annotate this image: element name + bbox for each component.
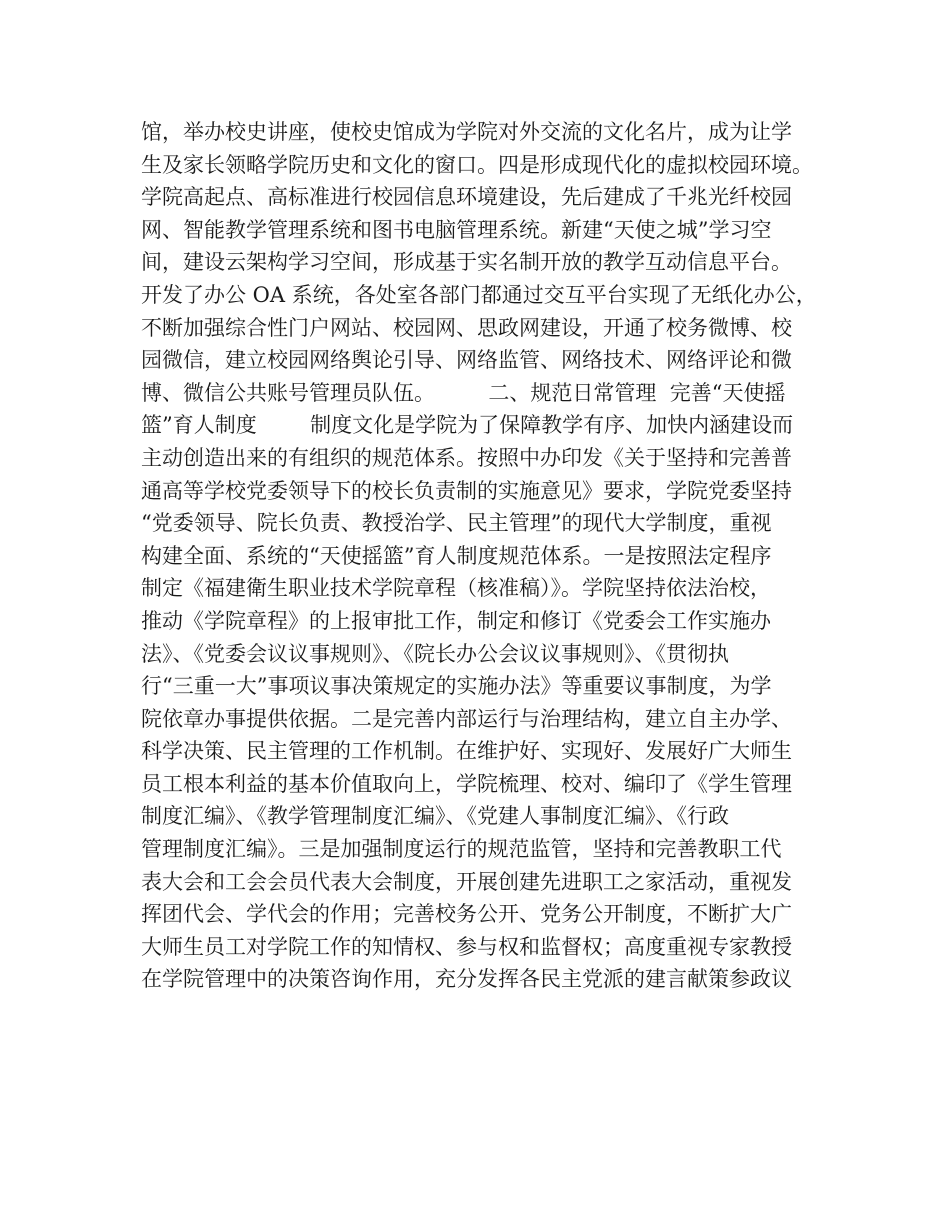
text-line: 通高等学校党委领导下的校长负责制的实施意见》要求，学院党委坚持 — [141, 478, 792, 503]
text-line: 法》、《党委会议议事规则》、《院长办公会议议事规则》、《贯彻执 — [141, 641, 729, 666]
text-line: 生及家长领略学院历史和文化的窗口。四是形成现代化的虚拟校园环境。 — [141, 152, 813, 177]
text-line: 园微信，建立校园网络舆论引导、网络监管、网络技术、网络评论和微 — [141, 348, 792, 373]
text-line: 制度汇编》、《教学管理制度汇编》、《党建人事制度汇编》、《行政 — [141, 804, 729, 829]
text-line: 制定《福建衛生职业技术学院章程（核准稿）》。学院坚持依法治校， — [141, 576, 771, 601]
text-line: 表大会和工会会员代表大会制度，开展创建先进职工之家活动，重视发 — [141, 869, 792, 894]
body-text — [141, 116, 841, 996]
text-line: 推动《学院章程》的上报审批工作，制定和修订《党委会工作实施办 — [141, 608, 771, 633]
text-line: 间，建设云架构学习空间，形成基于实名制开放的教学互动信息平台。 — [141, 250, 792, 275]
text-line: 篮”育人制度 制度文化是学院为了保障教学有序、加快内涵建设而 — [141, 413, 794, 438]
text-line: 挥团代会、学代会的作用；完善校务公开、党务公开制度，不断扩大广 — [141, 902, 792, 927]
text-line: 学院高起点、高标准进行校园信息环境建设，先后建成了千兆光纤校园 — [141, 185, 792, 210]
text-line: 行“三重一大”事项议事决策规定的实施办法》等重要议事制度，为学 — [141, 674, 772, 699]
text-line: “党委领导、院长负责、教授治学、民主管理”的现代大学制度，重视 — [141, 511, 772, 536]
text-line: 开发了办公 OA 系统，各处室各部门都通过交互平台实现了无纸化办公， — [141, 282, 817, 307]
text-line: 在学院管理中的决策咨询作用，充分发挥各民主党派的建言献策参政议 — [141, 967, 792, 992]
text-line: 院依章办事提供依据。二是完善内部运行与治理结构，建立自主办学、 — [141, 706, 792, 731]
text-line: 博、微信公共账号管理员队伍。 二、规范日常管理 完善“天使摇 — [141, 380, 786, 405]
text-line: 构建全面、系统的“天使摇篮”育人制度规范体系。一是按照法定程序 — [141, 543, 772, 568]
text-line: 科学决策、民主管理的工作机制。在维护好、实现好、发展好广大师生 — [141, 739, 792, 764]
text-line: 主动创造出来的有组织的规范体系。按照中办印发《关于坚持和完善普 — [141, 445, 792, 470]
text-line: 网、智能教学管理系统和图书电脑管理系统。新建“天使之城”学习空 — [141, 217, 772, 242]
text-line: 不断加强综合性门户网站、校园网、思政网建设，开通了校务微博、校 — [141, 315, 792, 340]
text-line: 大师生员工对学院工作的知情权、参与权和监督权；高度重视专家教授 — [141, 934, 792, 959]
text-line: 馆，举办校史讲座，使校史馆成为学院对外交流的文化名片，成为让学 — [141, 120, 792, 144]
text-line: 员工根本利益的基本价值取向上，学院梳理、校对、编印了《学生管理 — [141, 771, 792, 796]
text-line: 管理制度汇编》。三是加强制度运行的规范监管，坚持和完善教职工代 — [141, 837, 782, 862]
